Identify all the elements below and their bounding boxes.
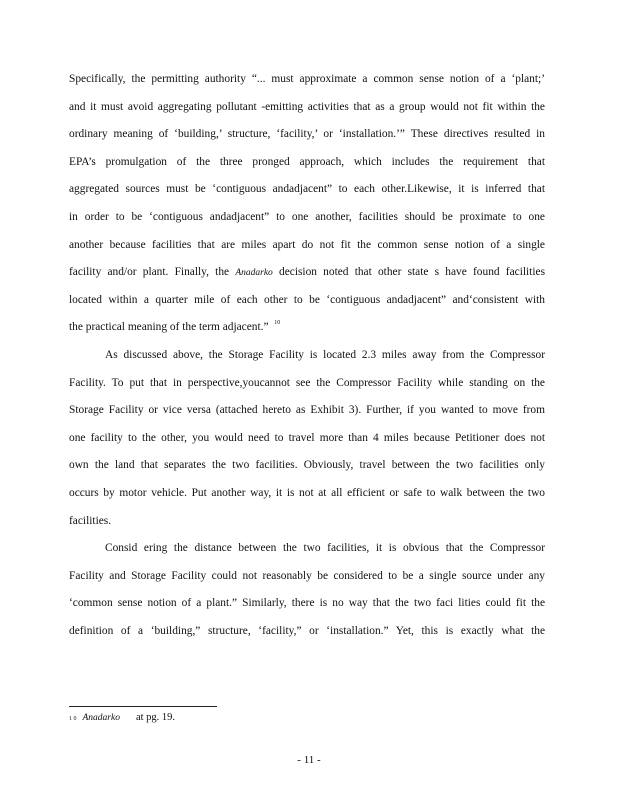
footnote-separator (69, 706, 217, 707)
text-line: As discussed above, the Storage Facility is located 2.3 miles away from the Compressor (105, 348, 545, 361)
footnote-case-name: Anadarko (82, 713, 120, 723)
text-line: one facility to the other, you would need to travel more than 4 miles because Petitioner does not (69, 431, 545, 444)
page-number: - 11 - (297, 754, 321, 766)
text-line: Facility and Storage Facility could not reasonably be considered to be a single source under any (69, 569, 545, 582)
paragraph-1 (69, 70, 545, 346)
text-line (69, 318, 545, 346)
text-line: and it must avoid aggregating pollutant -emitting activities that as a group would not fit within the (69, 100, 545, 113)
body-text (69, 70, 545, 649)
text-line: located within a quarter mile of each other to be ‘contiguous andadjacent” and‘consistent with (69, 293, 545, 306)
text-line: ordinary meaning of ‘building,’ structure, ‘facility,’ or ‘installation.’” These directives resulted in (69, 128, 545, 141)
text-line: definition of a ‘building,” structure, ‘facility,” or ‘installation.” Yet, this is exactly what the (69, 624, 545, 637)
footnote-text: at pg. 19. (135, 712, 176, 723)
text-line (69, 263, 545, 291)
footnote (69, 712, 175, 723)
footnote-number: 1 0 (69, 716, 77, 722)
text-line: facilities. (69, 514, 112, 527)
text-line: aggregated sources must be ‘contiguous andadjacent” to each other.Likewise, it is inferred that (69, 183, 545, 196)
text-segment: decision noted that other state s have found facilities (279, 266, 545, 279)
text-line: another because facilities that are miles apart do not fit the common sense notion of a single (69, 238, 545, 251)
footnote-reference: 10 (274, 320, 281, 327)
text-line: Storage Facility or vice versa (attached hereto as Exhibit 3). Further, if you wanted to move from (69, 404, 545, 417)
text-line: occurs by motor vehicle. Put another way, it is not at all efficient or safe to walk between the two (69, 486, 545, 499)
text-line: ‘common sense notion of a plant.” Similarly, there is no way that the two faci lities could fit the (69, 597, 545, 610)
text-line: in order to be ‘contiguous andadjacent” to one another, facilities should be proximate to one (69, 210, 545, 223)
case-name: Anadarko (235, 268, 273, 279)
text-line: Facility. To put that in perspective,youcannot see the Compressor Facility while standing on the (69, 376, 545, 389)
text-segment: facility and/or plant. Finally, the (69, 266, 230, 279)
paragraph-3 (69, 539, 545, 649)
paragraph-2 (69, 346, 545, 539)
text-line: EPA’s promulgation of the three pronged approach, which includes the requirement that (69, 155, 545, 168)
text-segment: the practical meaning of the term adjacent.” (69, 321, 269, 334)
text-line: Consid ering the distance between the two facilities, it is obvious that the Compressor (105, 542, 545, 555)
text-line: own the land that separates the two facilities. Obviously, travel between the two facilities only (69, 459, 545, 472)
text-line: Specifically, the permitting authority “... must approximate a common sense notion of a ‘plant;’ (69, 73, 545, 85)
